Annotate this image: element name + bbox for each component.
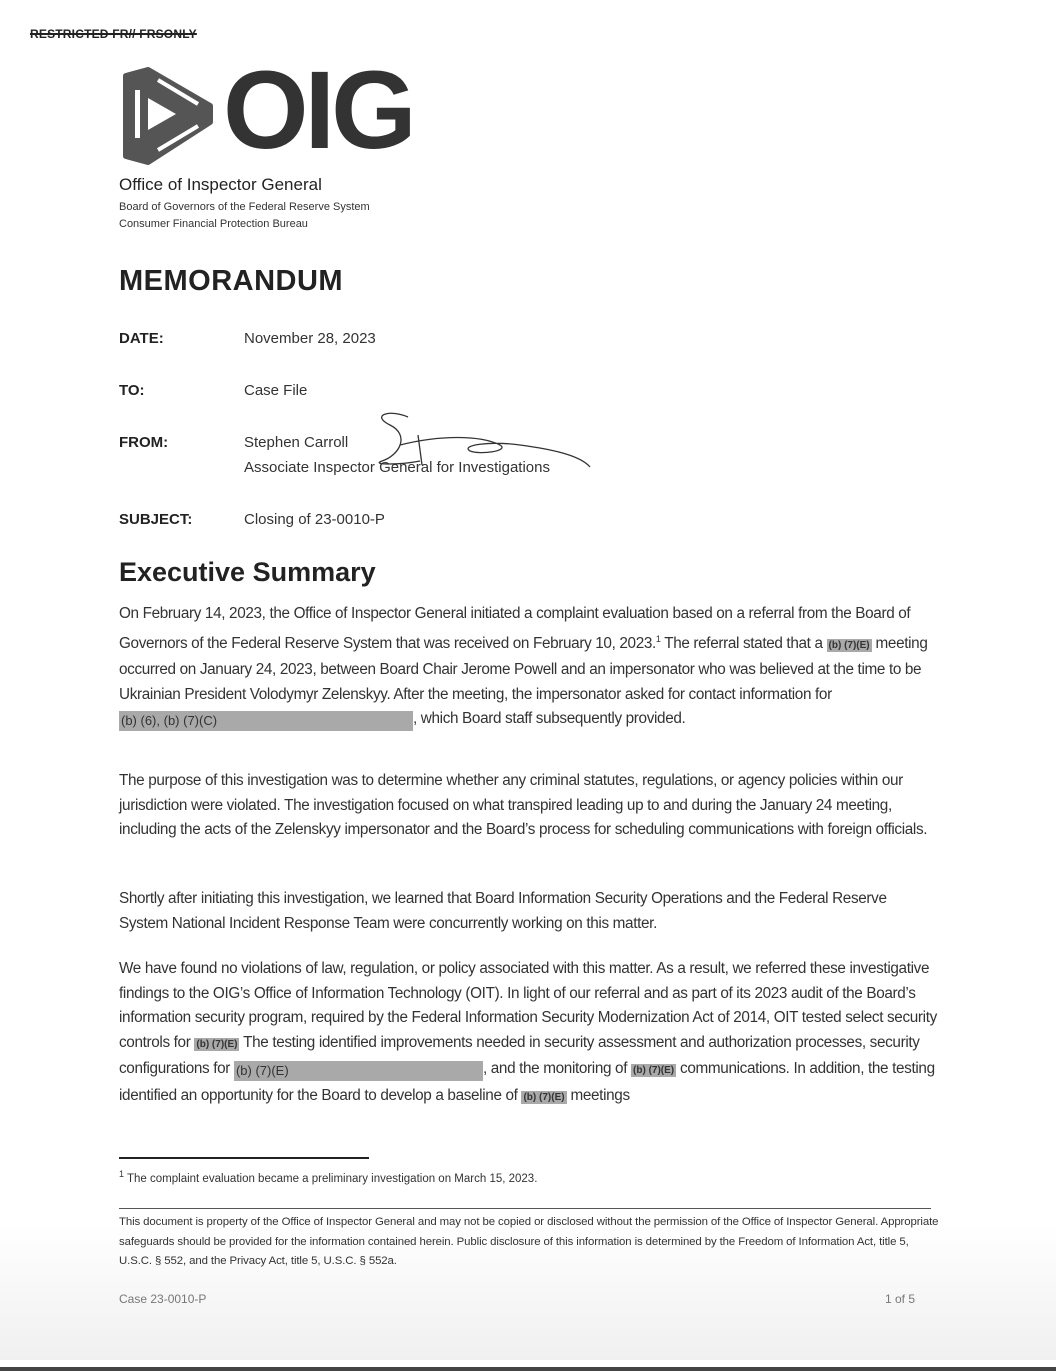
from-name: Stephen Carroll [244, 434, 349, 451]
text-run: The referral stated that a [660, 634, 827, 652]
signature-icon [360, 405, 600, 475]
redaction-box: (b) (6), (b) (7)(C) [119, 711, 413, 731]
footnote [119, 1169, 537, 1185]
text-run: meetings [566, 1086, 630, 1104]
date-label: DATE: [119, 330, 164, 347]
oig-logo [118, 49, 418, 172]
organization-line-1: Board of Governors of the Federal Reserve System [119, 201, 370, 213]
viewer-bottom-edge [0, 1367, 1056, 1371]
subject-value: Closing of 23-0010-P [244, 511, 385, 528]
redaction-box: (b) (7)(E) [196, 1038, 238, 1050]
text-run: On February 14, 2023, the Office of Inspector General initiated a complaint evaluation based on a referral from the Board of Governors of the Federal Reserve System that was received on February 10, 2023. [119, 605, 911, 652]
executive-summary-heading: Executive Summary [119, 557, 376, 587]
text-run: , and the monitoring of [482, 1060, 632, 1077]
redaction-box: (b) (7)(E) [633, 1065, 675, 1076]
organization-line-2: Consumer Financial Protection Bureau [119, 218, 308, 230]
summary-paragraph-2: The purpose of this investigation was to determine whether any criminal statutes, regulations, or agency policies within our jurisdiction were violated. The investigation focused on what transpired leading up to and during the January 24 meeting, including the acts of the Zelenskyy impersonator and the Board’s process for scheduling communications with foreign officials. [119, 772, 928, 838]
text-run: The testing identified improvements needed in security assessment and authorization processes, security configurations for [119, 1033, 920, 1077]
memo-title: MEMORANDUM [119, 265, 344, 297]
date-value: November 28, 2023 [244, 330, 376, 347]
oig-emblem-icon [118, 66, 218, 166]
redaction-box: (b) (7)(E) [828, 639, 870, 651]
subject-label: SUBJECT: [119, 511, 193, 528]
summary-paragraph-4 [119, 957, 939, 1110]
organization-name: Office of Inspector General [119, 175, 322, 194]
to-value: Case File [244, 382, 308, 399]
logo-text: OIG [223, 49, 413, 172]
redaction-box: (b) (7)(E) [234, 1061, 483, 1081]
footnote-separator [119, 1157, 369, 1159]
from-title: Associate Inspector General for Investigations [244, 459, 550, 476]
footnote-number: 1 [119, 1169, 125, 1179]
footnote-text: The complaint evaluation became a preliminary investigation on March 15, 2023. [124, 1172, 538, 1185]
disclaimer: This document is property of the Office of Inspector General and may not be copied or disclosed without the permission of the Office of Inspector General. Appropriate safeguards should be provided for the information contained herein. Public disclosure of this information is determined by the Freedom of Information Act, title 5, U.S.C. § 552, and the Privacy Act, title 5, U.S.C. § 552a. [119, 1216, 939, 1267]
footer-case-number: Case 23-0010-P [119, 1292, 207, 1306]
organization-block [119, 175, 370, 233]
footnote-ref[interactable]: 1 [655, 633, 661, 644]
disclaimer-separator [119, 1208, 931, 1209]
text-run: , which Board staff subsequently provided. [413, 710, 686, 728]
text-run: We have found no violations of law, regulation, or policy associated with this matter. As a result, we referred these investigative findings to the OIG’s Office of Information Technology (OIT). In light of our referral and as part of its 2023 audit of the Board’s information security program, required by the Federal Information Security Modernization Act of 2014, OIT tested select security controls for [119, 960, 937, 1051]
footer-page-number: 1 of 5 [885, 1292, 916, 1306]
redaction-box: (b) (7)(E) [523, 1091, 565, 1103]
summary-paragraph-1 [119, 602, 939, 732]
classification-marking: RESTRICTED FR// FRSONLY [30, 27, 197, 41]
from-label: FROM: [119, 434, 169, 451]
summary-paragraph-3: Shortly after initiating this investigation, we learned that Board Information Security Operations and the Federal Reserve System National Incident Response Team were concurrently working on this matter. [119, 890, 887, 932]
to-label: TO: [119, 382, 145, 399]
text-run: communications. In addition, the testing identified an opportunity for the Board to develop a baseline of [119, 1060, 935, 1104]
text-run: meeting occurred on January 24, 2023, between Board Chair Jerome Powell and an impersonator who was believed at the time to be Ukrainian President Volodymyr Zelenskyy. After the meeting, the impersonator asked for contact information for [119, 634, 928, 703]
